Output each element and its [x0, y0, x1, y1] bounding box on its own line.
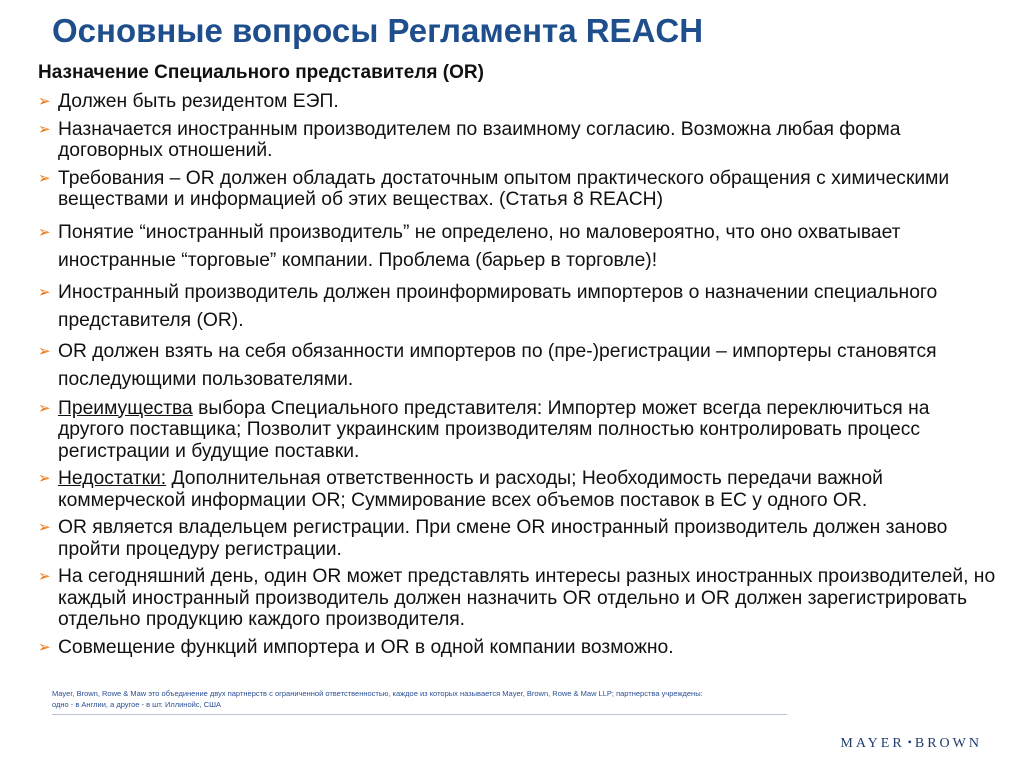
bullet-list	[38, 91, 998, 658]
brand-logo	[840, 736, 982, 752]
arrow-bullet-icon: ➢	[38, 93, 51, 110]
bullet-text: Должен быть резидентом ЕЭП.	[58, 91, 339, 112]
arrow-bullet-icon: ➢	[38, 283, 51, 301]
brand-logo-left: MAYER	[840, 736, 905, 751]
arrow-bullet-icon: ➢	[38, 519, 51, 536]
bullet-text: OR является владельцем регистрации. При смене OR иностранный производитель должен заново пройти процедуру регистрации.	[58, 517, 948, 560]
bullet-text: Понятие “иностранный производитель” не определено, но маловероятно, что оно охватывает иностранные “торговые” компании. Проблема (барьер в торговле)!	[58, 221, 901, 271]
bullet-text: Требования – OR должен обладать достаточным опытом практического обращения с химическими веществами и информацией об этих веществах. (Статья 8 REACH)	[58, 167, 950, 210]
footer-disclaimer	[52, 688, 812, 710]
list-item	[38, 517, 998, 560]
list-item	[38, 168, 998, 211]
arrow-bullet-icon: ➢	[38, 223, 51, 241]
footer-divider	[52, 714, 787, 715]
bullet-text: OR должен взять на себя обязанности импортеров по (пре-)регистрации – импортеры становятся последующими пользователями.	[58, 340, 937, 390]
list-item	[38, 468, 998, 511]
arrow-bullet-icon: ➢	[38, 120, 51, 138]
bullet-text: Назначается иностранным производителем по взаимному согласию. Возможна любая форма договорных отношений.	[58, 118, 901, 161]
list-item	[38, 338, 998, 394]
bullet-text: Совмещение функций импортера и OR в одной компании возможно.	[58, 636, 674, 658]
list-item	[38, 119, 998, 162]
list-item	[38, 91, 998, 113]
arrow-bullet-icon: ➢	[38, 638, 51, 656]
arrow-bullet-icon: ➢	[38, 399, 51, 417]
list-item	[38, 279, 998, 335]
advantages-label: Преимущества	[58, 397, 193, 419]
bullet-text: На сегодняшний день, один OR может представлять интересы разных иностранных производителей, но каждый иностранный производитель должен назначить OR отдельно и OR должен зарегистрировать отдельно продукцию каждого производителя.	[58, 566, 996, 630]
footer-line-1: Mayer, Brown, Rowe & Maw это объединение двух партнерств с ограниченной ответственностью, каждое из которых называется Mayer, Brown, Rowe & Maw LLP; партнерства учреждены:	[52, 689, 703, 698]
brand-logo-right: BROWN	[914, 736, 982, 751]
bullet-text: Иностранный производитель должен проинформировать импортеров о назначении специального представителя (OR).	[58, 281, 938, 331]
list-item	[38, 219, 998, 275]
arrow-bullet-icon: ➢	[38, 568, 51, 585]
arrow-bullet-icon: ➢	[38, 470, 51, 487]
list-item	[38, 637, 998, 659]
footer-line-2: одно - в Англии, а другое - в шт. Иллинойс, США	[52, 700, 222, 709]
disadvantages-label: Недостатки:	[58, 468, 167, 489]
section-subtitle: Назначение Специального представителя (OR)	[38, 62, 484, 83]
bullet-text: выбора Специального представителя: Импортер может всегда переключиться на другого поставщика; Позволит украинским производителям полностью контролировать процесс регистрации и будущие поставки.	[58, 397, 930, 462]
arrow-bullet-icon: ➢	[38, 342, 51, 360]
bullet-text: Дополнительная ответственность и расходы; Необходимость передачи важной коммерческой информации OR; Суммирование всех объемов поставок в ЕС у одного OR.	[58, 468, 883, 511]
slide-title: Основные вопросы Регламента REACH	[52, 12, 704, 49]
brand-dot-icon: •	[907, 735, 912, 749]
list-item	[38, 398, 998, 463]
list-item	[38, 566, 998, 631]
arrow-bullet-icon: ➢	[38, 169, 51, 187]
